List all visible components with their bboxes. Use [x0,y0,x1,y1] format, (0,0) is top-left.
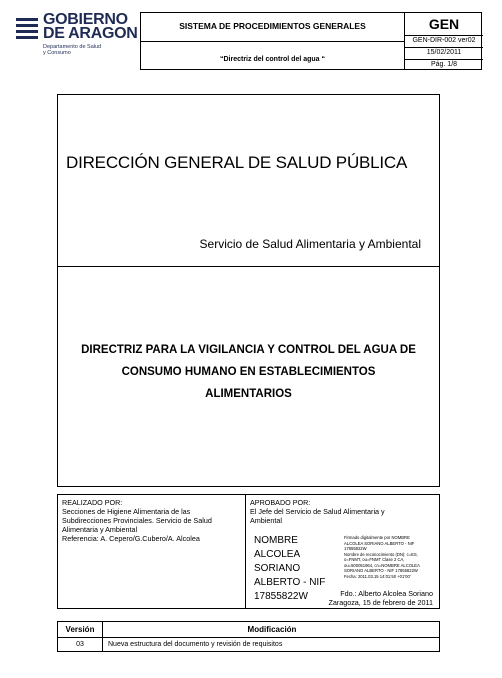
document-title-box [57,266,440,487]
directriz-title: “Directriz del control del agua “ [219,56,326,63]
page-title: DIRECCIÓN GENERAL DE SALUD PÚBLICA [66,153,408,172]
gen-code: GEN [428,16,460,32]
divider [404,35,483,36]
document-title-line1: DIRECTRIZ PARA LA VIGILANCIA Y CONTROL DEL AGUA DE [81,344,416,356]
digital-signature-details [344,535,438,579]
logo-department: Departamento de Salud [43,44,102,50]
signed-by: Fdo.: Alberto Alcolea Soriano [340,589,433,598]
version-table [57,621,440,652]
document-title-line2: CONSUMO HUMANO EN ESTABLECIMIENTOS [121,366,376,378]
page-subtitle: Servicio de Salud Alimentaria y Ambiental [199,237,421,251]
signature-table [57,494,440,609]
document-date: 15/02/2011 [426,49,462,56]
document-title [58,339,439,405]
signer-name-line: 17855822W [254,591,308,602]
divider [404,47,483,48]
realizado-line: Subdirecciones Provinciales. Servicio de Salud [62,516,212,525]
signer-name [254,534,342,604]
place-date: Zaragoza, 15 de febrero de 2011 [328,598,433,607]
document-title-line3: ALIMENTARIOS [205,388,292,400]
realizado-section [62,498,242,543]
signature-detail-line: Firmado digitalmente por NOMBRE [344,535,410,540]
signature-detail-line: Nombre de reconocimiento (DN): c=ES, [344,551,418,557]
version-column-header: Versión [65,625,95,634]
cover-title-box [57,94,440,267]
realizado-label: REALIZADO POR: [62,498,123,507]
aprobado-line: Ambiental [250,516,282,525]
modification-cell: Nueva estructura del documento y revisión de requisitos [108,641,283,648]
signature-detail-line: ALCOLEA SORIANO ALBERTO - NIF [344,540,415,546]
realizado-line: Alimentaria y Ambiental [62,525,138,534]
coat-of-arms-icon [12,14,42,42]
realizado-reference: Referencia: A. Cepero/G.Cubero/A. Alcolea [62,534,200,543]
page-number: Pág. 1/8 [430,61,458,68]
signer-name-line: ALBERTO - NIF [254,577,326,588]
signature-detail-line: o=FNMT, ou=FNMT Clase 2 CA, [344,557,405,562]
gobierno-aragon-logo [10,12,138,68]
logo-line2: DE ARAGON [43,25,138,42]
logo-line1: GOBIERNO [43,11,128,28]
divider [141,41,404,42]
signer-name-line: NOMBRE ALCOLEA [254,535,301,560]
signer-name-line: SORIANO [254,563,301,574]
aprobado-section [250,498,438,525]
divider [58,637,439,638]
aprobado-line: El Jefe del Servicio de Salud Alimentaria y [250,507,385,516]
system-title: SISTEMA DE PROCEDIMIENTOS GENERALES [179,21,366,31]
signature-detail-line: SORIANO ALBERTO - NIF 17855822W [344,568,418,573]
divider [404,59,483,60]
signature-detail-line: Fecha: 2011.03.15 14:01:50 +01'00' [344,573,411,579]
modification-column-header: Modificación [247,625,297,634]
logo-department-2: y Consumo [43,50,71,56]
signature-detail-line: ou=500051964, cn=NOMBRE ALCOLEA [344,562,420,568]
realizado-line: Secciones de Higiene Alimentaria de las [62,507,191,516]
aprobado-label: APROBADO POR: [250,498,311,507]
divider [245,495,246,608]
version-cell: 03 [76,641,84,648]
signature-detail-line: 17855822W [344,546,367,551]
header-table [140,12,482,70]
document-code: GEN-DIR-002 ver02 [412,37,476,44]
